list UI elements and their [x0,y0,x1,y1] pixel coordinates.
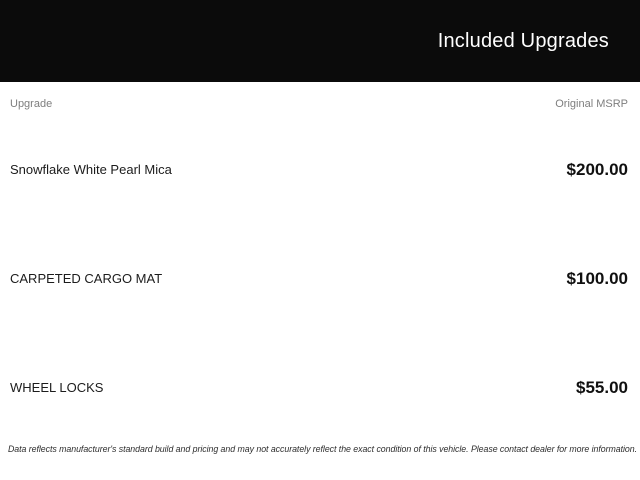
upgrade-name: Snowflake White Pearl Mica [10,162,172,177]
table-row [0,224,640,333]
upgrade-price: $100.00 [566,268,628,288]
page-title: Included Upgrades [437,29,609,52]
column-header-original-msrp: Original MSRP [555,97,628,110]
column-header-upgrade: Upgrade [10,97,53,110]
upgrade-name: WHEEL LOCKS [10,380,104,395]
upgrade-price: $55.00 [576,377,628,397]
table-row [0,333,640,442]
disclaimer-text: Data reflects manufacturer's standard build and pricing and may not accurately reflect the exact condition of this vehicle. Please contact dealer for more information. [8,444,637,454]
table-row [0,115,640,224]
upgrade-name: CARPETED CARGO MAT [10,271,163,286]
included-upgrades-header-bar [0,0,640,82]
table-column-headers [0,82,640,115]
upgrade-price: $200.00 [566,159,628,179]
